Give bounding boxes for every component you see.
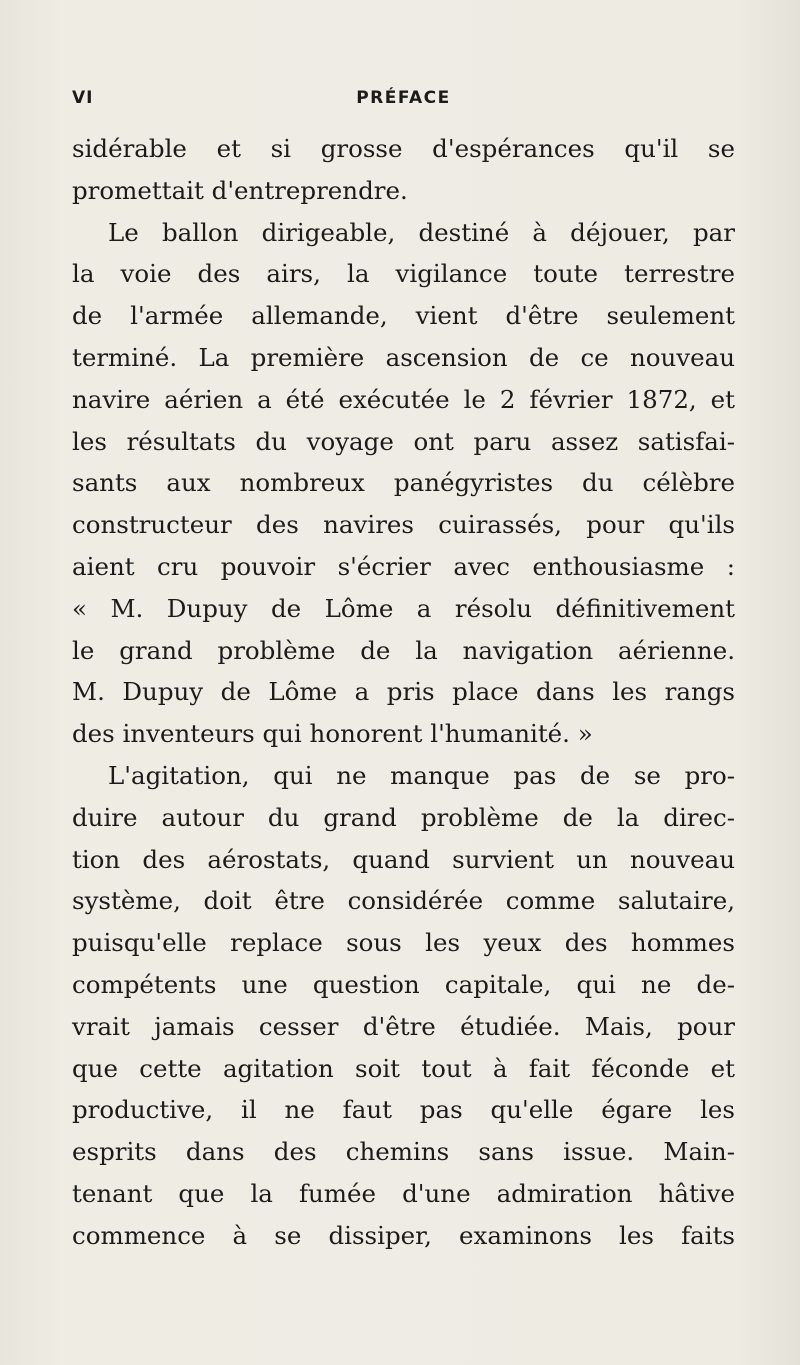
text-line: tion des aérostats, quand survient un nouveau xyxy=(72,844,735,874)
running-head xyxy=(72,88,735,112)
text-line: sants aux nombreux panégyristes du célèbre xyxy=(72,468,735,498)
text-line: Le ballon dirigeable, destiné à déjouer, par xyxy=(108,217,735,247)
text-line: le grand problème de la navigation aérienne. xyxy=(72,635,735,665)
text-line: aient cru pouvoir s'écrier avec enthousiasme : xyxy=(72,551,735,581)
text-line: promettait d'entreprendre. xyxy=(72,175,408,205)
text-line: la voie des airs, la vigilance toute terrestre xyxy=(72,259,735,289)
page-number: VI xyxy=(72,88,94,108)
text-line: commence à se dissiper, examinons les faits xyxy=(72,1220,735,1250)
text-line: L'agitation, qui ne manque pas de se pro- xyxy=(108,760,735,790)
text-line: tenant que la fumée d'une admiration hâtive xyxy=(72,1178,735,1208)
text-line: terminé. La première ascension de ce nouveau xyxy=(72,342,735,372)
text-line: « M. Dupuy de Lôme a résolu définitivement xyxy=(72,593,735,623)
running-title: PRÉFACE xyxy=(356,88,451,108)
text-line: système, doit être considérée comme salutaire, xyxy=(72,886,735,916)
text-line: que cette agitation soit tout à fait féconde et xyxy=(72,1053,735,1083)
text-line: esprits dans des chemins sans issue. Main- xyxy=(72,1137,735,1167)
text-line: productive, il ne faut pas qu'elle égare les xyxy=(72,1095,735,1125)
text-line: navire aérien a été exécutée le 2 février 1872, et xyxy=(72,384,735,414)
text-line: compétents une question capitale, qui ne de- xyxy=(72,969,735,999)
text-line: constructeur des navires cuirassés, pour qu'ils xyxy=(72,510,735,540)
text-line: les résultats du voyage ont paru assez satisfai- xyxy=(72,426,735,456)
text-line: de l'armée allemande, vient d'être seulement xyxy=(72,301,735,331)
text-line: sidérable et si grosse d'espérances qu'il se xyxy=(72,134,735,163)
text-line: duire autour du grand problème de la direc- xyxy=(72,802,735,832)
text-line: vrait jamais cesser d'être étudiée. Mais, pour xyxy=(72,1011,735,1041)
text-line: puisqu'elle replace sous les yeux des hommes xyxy=(72,928,735,958)
text-line: M. Dupuy de Lôme a pris place dans les rangs xyxy=(72,677,735,707)
text-line: des inventeurs qui honorent l'humanité. » xyxy=(72,719,593,749)
body-text xyxy=(72,128,735,1257)
